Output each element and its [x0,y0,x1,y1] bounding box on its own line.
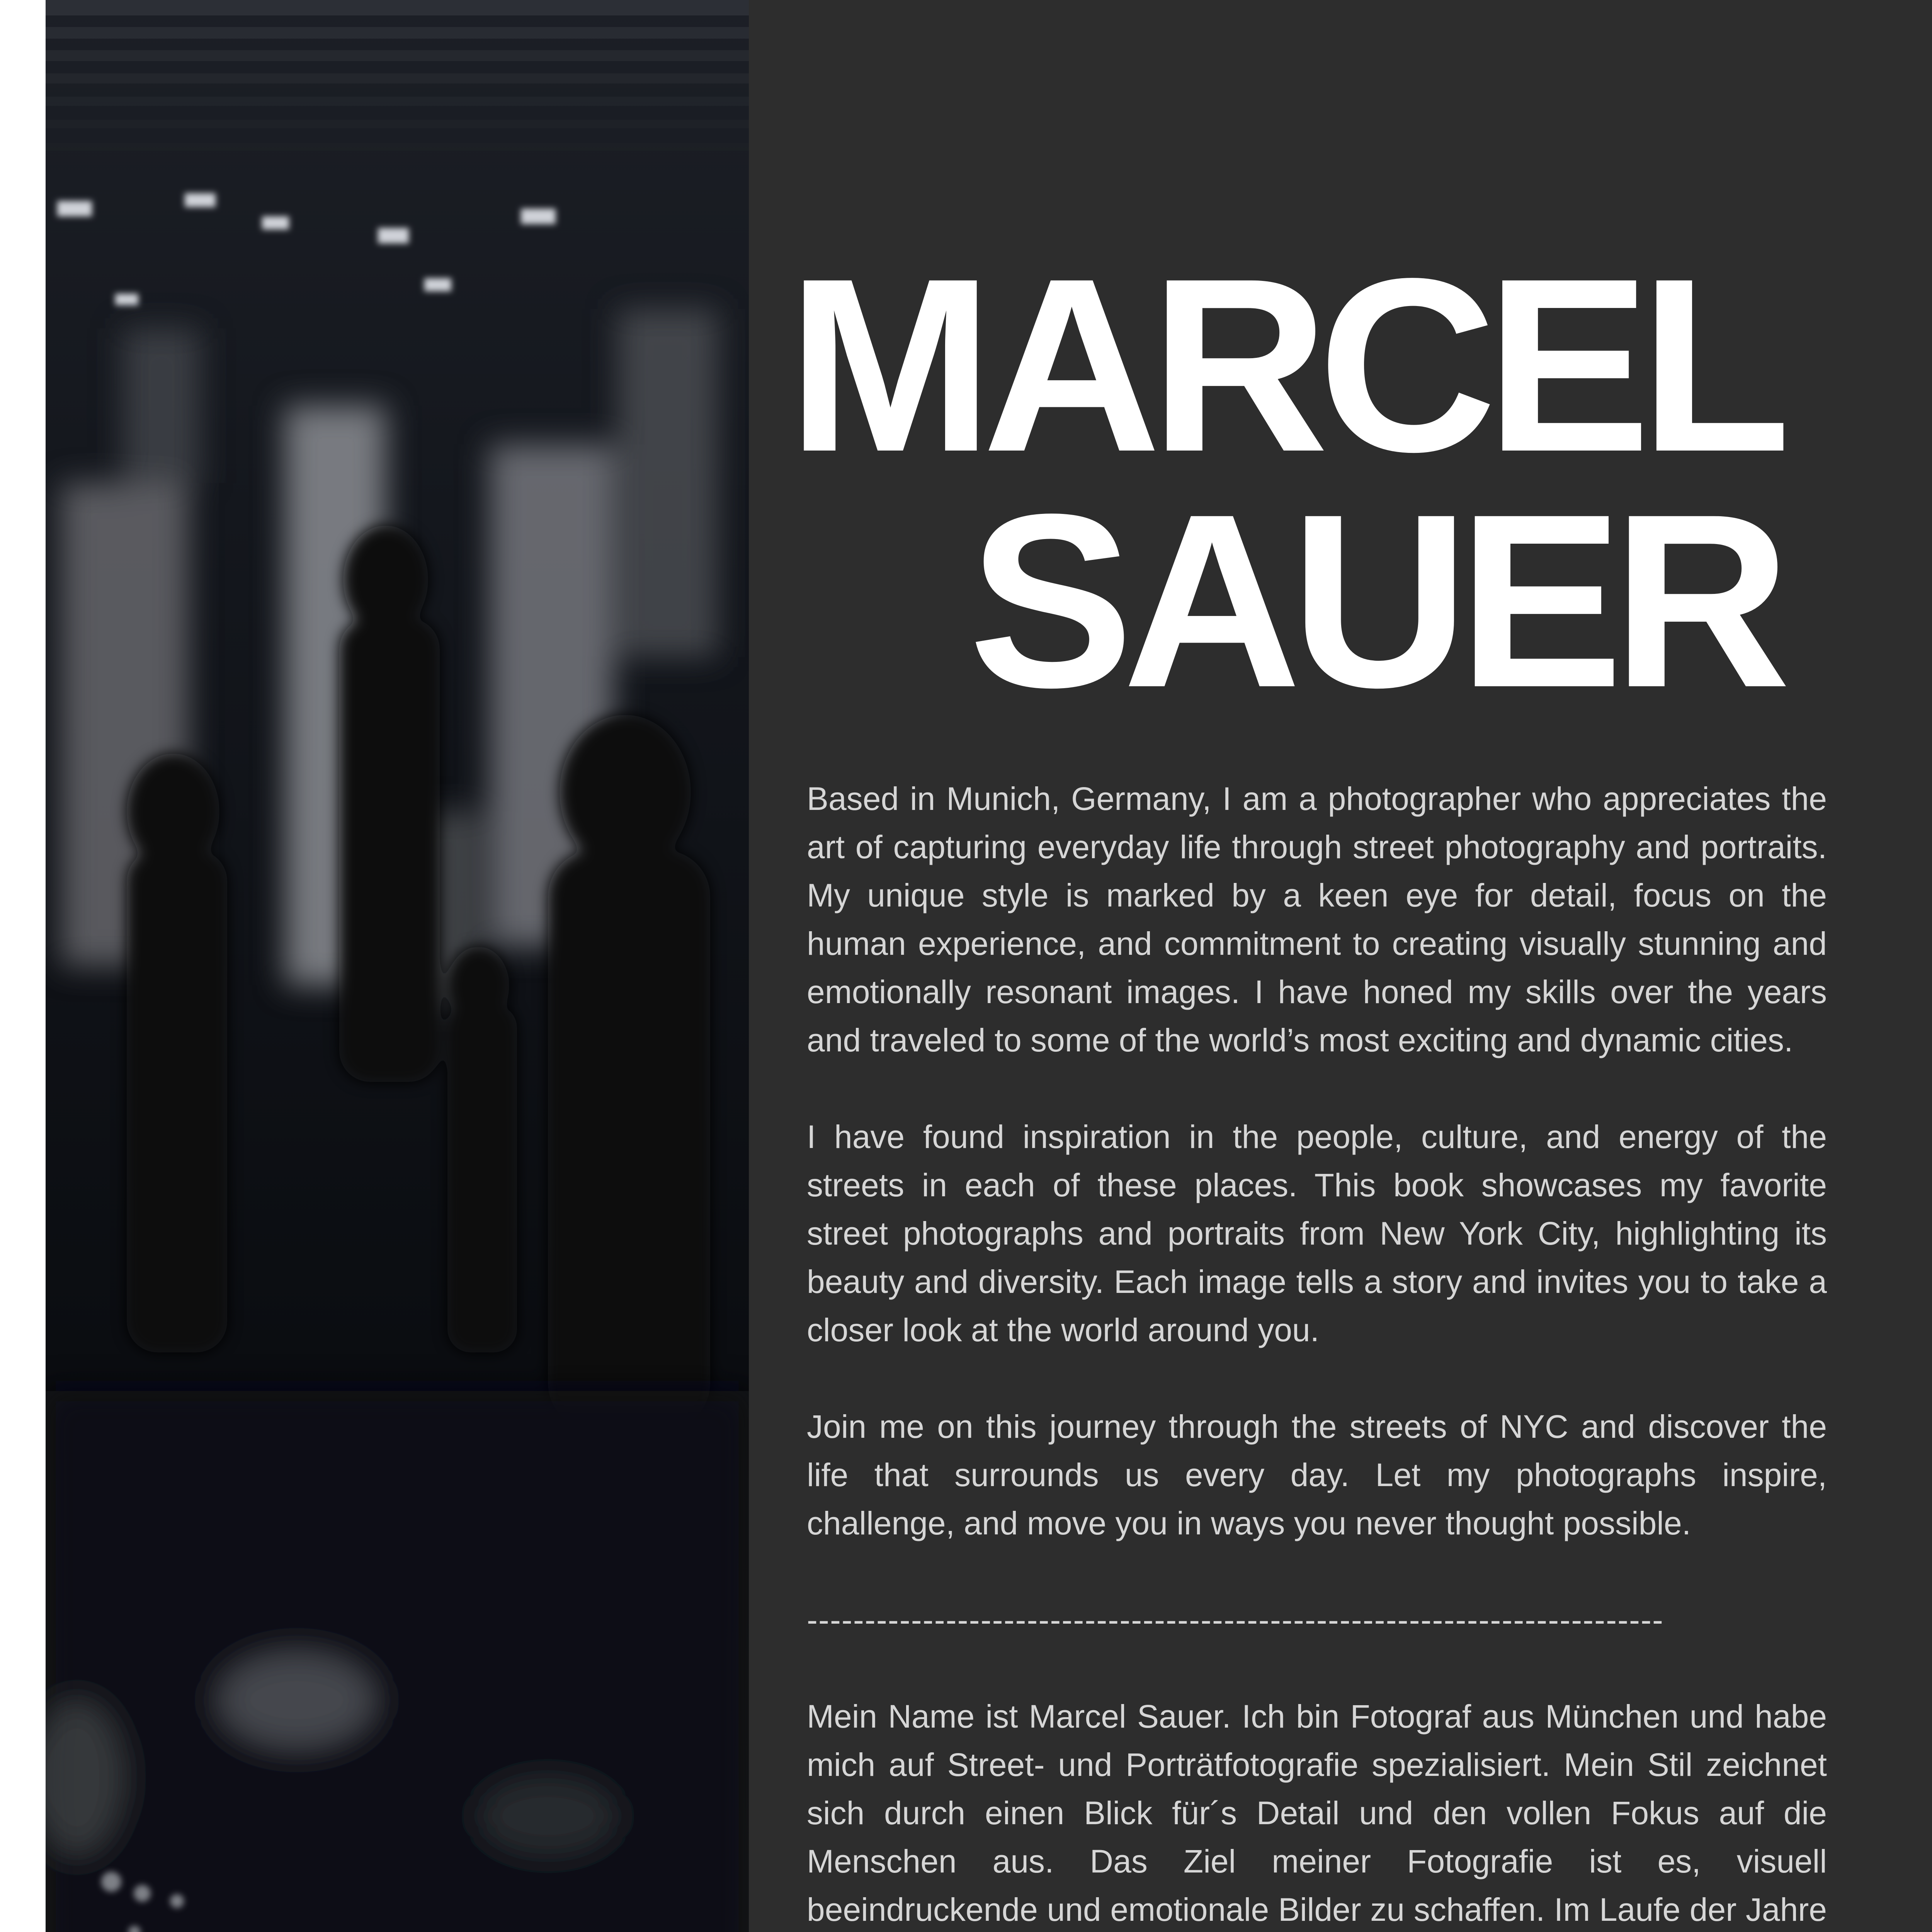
street-photo [46,0,749,1932]
bio-en-paragraph-2: I have found inspiration in the people, culture, and energy of the streets in each of these places. This book showcases my favorite street photographs and portraits from New York City, highlighting its beauty and diversity. Each image tells a story and invites you to take a closer look at the world around you. [807,1119,1827,1348]
content-panel [46,0,1932,1932]
bio-de-paragraph-1: Mein Name ist Marcel Sauer. Ich bin Fotograf aus München und habe mich auf Street- und Porträtfotografie spezialisiert. Mein Stil zeichnet sich durch einen Blick für´s Detail und den vollen Fokus auf die Menschen aus. Das Ziel meiner Fotografie ist es, visuell beeindruckende und emotionale Bilder zu schaffen. Im Laufe der Jahre [807,1698,1827,1928]
title-first-name: MARCEL [787,227,1780,503]
street-photo-image [46,0,749,1932]
page-margin [0,0,46,1932]
biography [807,775,1827,1932]
bio-en-paragraph-3: Join me on this journey through the streets of NYC and discover the life that surrounds us every day. Let my photographs inspire, challenge, and move you in ways you never thought possible. [807,1408,1827,1541]
bio-en-paragraph-1: Based in Munich, Germany, I am a photographer who appreciates the art of capturing everyday life through street photography and portraits. My unique style is marked by a keen eye for detail, focus on the human experience, and commitment to creating visually stunning and emotionally resonant images. I have honed my skills over the years and traveled to some of the world’s most exciting and dynamic cities. [807,781,1827,1058]
language-divider: -------------------------------------------------------------------------- [807,1602,1664,1638]
title-last-name: SAUER [968,463,1780,739]
page-title [787,227,1781,739]
